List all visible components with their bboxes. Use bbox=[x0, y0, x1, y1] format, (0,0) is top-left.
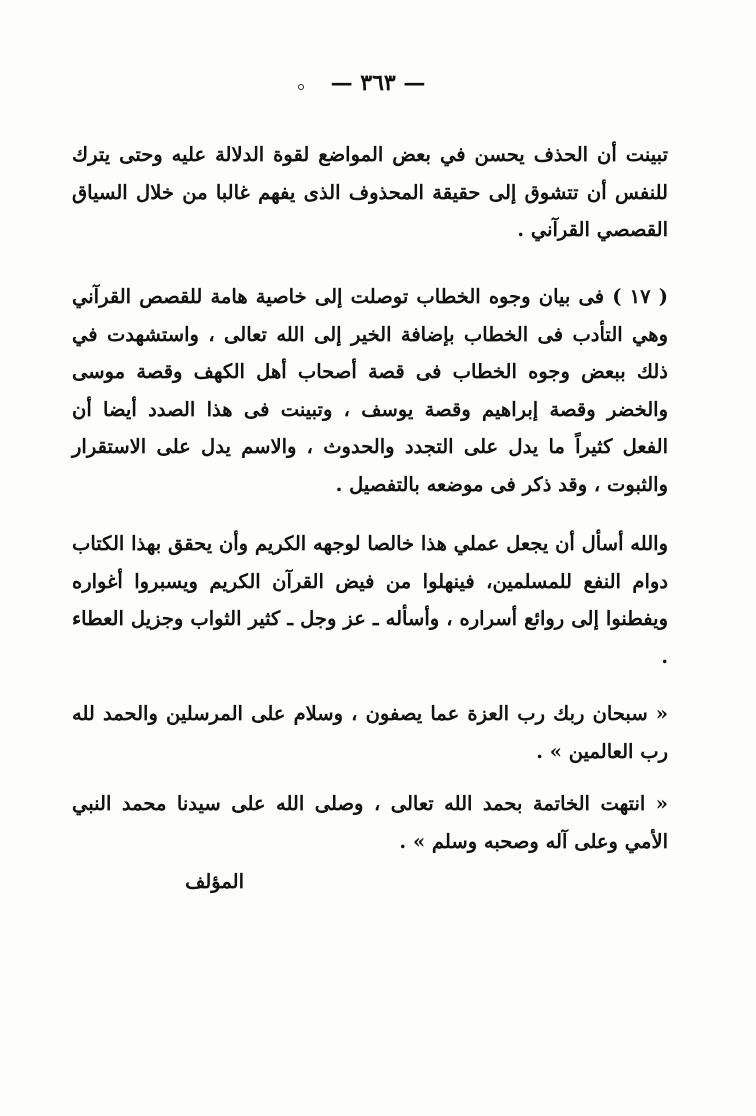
paragraph-point-17: ( ١٧ ) فى بيان وجوه الخطاب توصلت إلى خاصية هامة للقصص القرآني وهي التأدب فى الخطاب بإضافة الخير إلى الله تعالى ، واستشهدت في ذلك ببعض وجوه الخطاب فى قصة أصحاب أهل الكهف وقصة موسى والخضر وقصة إبراهيم وقصة يوسف ، وتبينت فى هذا الصدد أيضا أن الفعل كثيراً ما يدل على التجدد والحدوث ، والاسم يدل على الاستقرار والثبوت ، وقد ذكر فى موضعه بالتفصيل . bbox=[72, 285, 668, 496]
page-number: — ٣٦٣ — bbox=[330, 70, 426, 96]
ink-dot bbox=[298, 84, 304, 90]
quote-closing: « انتهت الخاتمة بحمد الله تعالى ، وصلى الله على سيدنا محمد النبي الأمي وعلى آله وصحبه وسلم » . bbox=[72, 792, 668, 853]
paragraph-conclusion-omission: تبينت أن الحذف يحسن في بعض المواضع لقوة الدلالة عليه وحتى يترك للنفس أن تتشوق إلى حقيقة المحذوف الذى يفهم غالبا من خلال السياق القصصي القرآني . bbox=[72, 143, 668, 241]
author-signature: المؤلف bbox=[185, 870, 244, 893]
paragraph-prayer: والله أسأل أن يجعل عملي هذا خالصا لوجهه الكريم وأن يحقق بهذا الكتاب دوام النفع للمسلمين، فينهلوا من فيض القرآن الكريم ويسبروا أغواره ويفطنوا إلى روائع أسراره ، وأسأله ـ عز وجل ـ كثير الثواب وجزيل العطاء . bbox=[72, 532, 668, 668]
quote-subhan-rabbik: « سبحان ربك رب العزة عما يصفون ، وسلام على المرسلين والحمد لله رب العالمين » . bbox=[72, 702, 668, 763]
